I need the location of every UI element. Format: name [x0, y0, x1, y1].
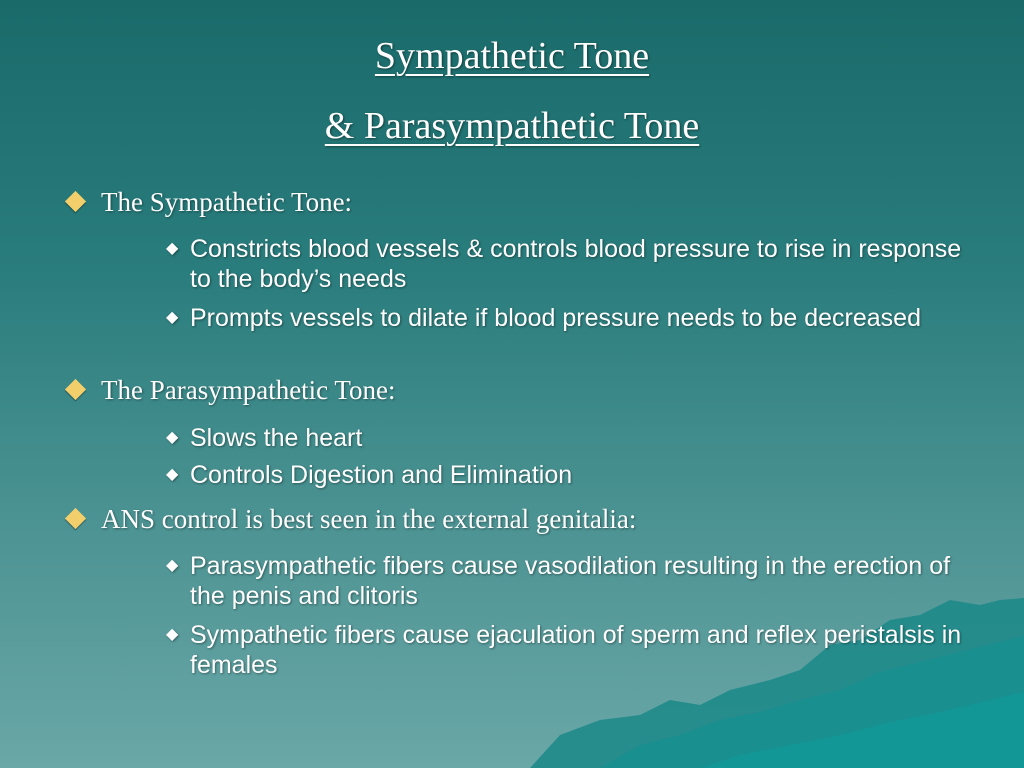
- small-diamond-icon: ◆: [166, 557, 179, 574]
- small-diamond-icon: ◆: [166, 466, 179, 483]
- section-heading-text: The Parasympathetic Tone:: [101, 375, 396, 405]
- list-item-text: Controls Digestion and Elimination: [190, 461, 573, 489]
- slide-title-line2: & Parasympathetic Tone: [324, 105, 700, 147]
- section-heading-text: The Sympathetic Tone:: [101, 187, 353, 217]
- diamond-icon: [65, 508, 86, 529]
- list-item: [166, 460, 966, 490]
- list-item: [166, 551, 966, 611]
- small-diamond-icon: ◆: [166, 309, 179, 326]
- section-heading-parasympathetic: [64, 374, 396, 406]
- diamond-icon: [65, 379, 86, 400]
- small-diamond-icon: ◆: [166, 429, 179, 446]
- list-item-text: Prompts vessels to dilate if blood pressure needs to be decreased: [190, 304, 921, 332]
- small-diamond-icon: ◆: [166, 240, 179, 257]
- list-item-text: Parasympathetic fibers cause vasodilation resulting in the erection of the penis and clitoris: [190, 552, 951, 610]
- list-item-text: Sympathetic fibers cause ejaculation of sperm and reflex peristalsis in females: [190, 621, 962, 679]
- list-item-text: Slows the heart: [190, 424, 363, 452]
- section-heading-sympathetic: [64, 186, 352, 218]
- list-item-text: Constricts blood vessels & controls blood pressure to rise in response to the body’s needs: [190, 235, 962, 293]
- slide-title-line1: Sympathetic Tone: [374, 35, 650, 77]
- list-item: [166, 234, 966, 294]
- section-heading-ans: [64, 503, 636, 535]
- list-item: [166, 303, 966, 333]
- diamond-icon: [65, 191, 86, 212]
- small-diamond-icon: ◆: [166, 626, 179, 643]
- section-heading-text: ANS control is best seen in the external genitalia:: [101, 504, 637, 534]
- list-item: [166, 620, 966, 680]
- list-item: [166, 423, 966, 453]
